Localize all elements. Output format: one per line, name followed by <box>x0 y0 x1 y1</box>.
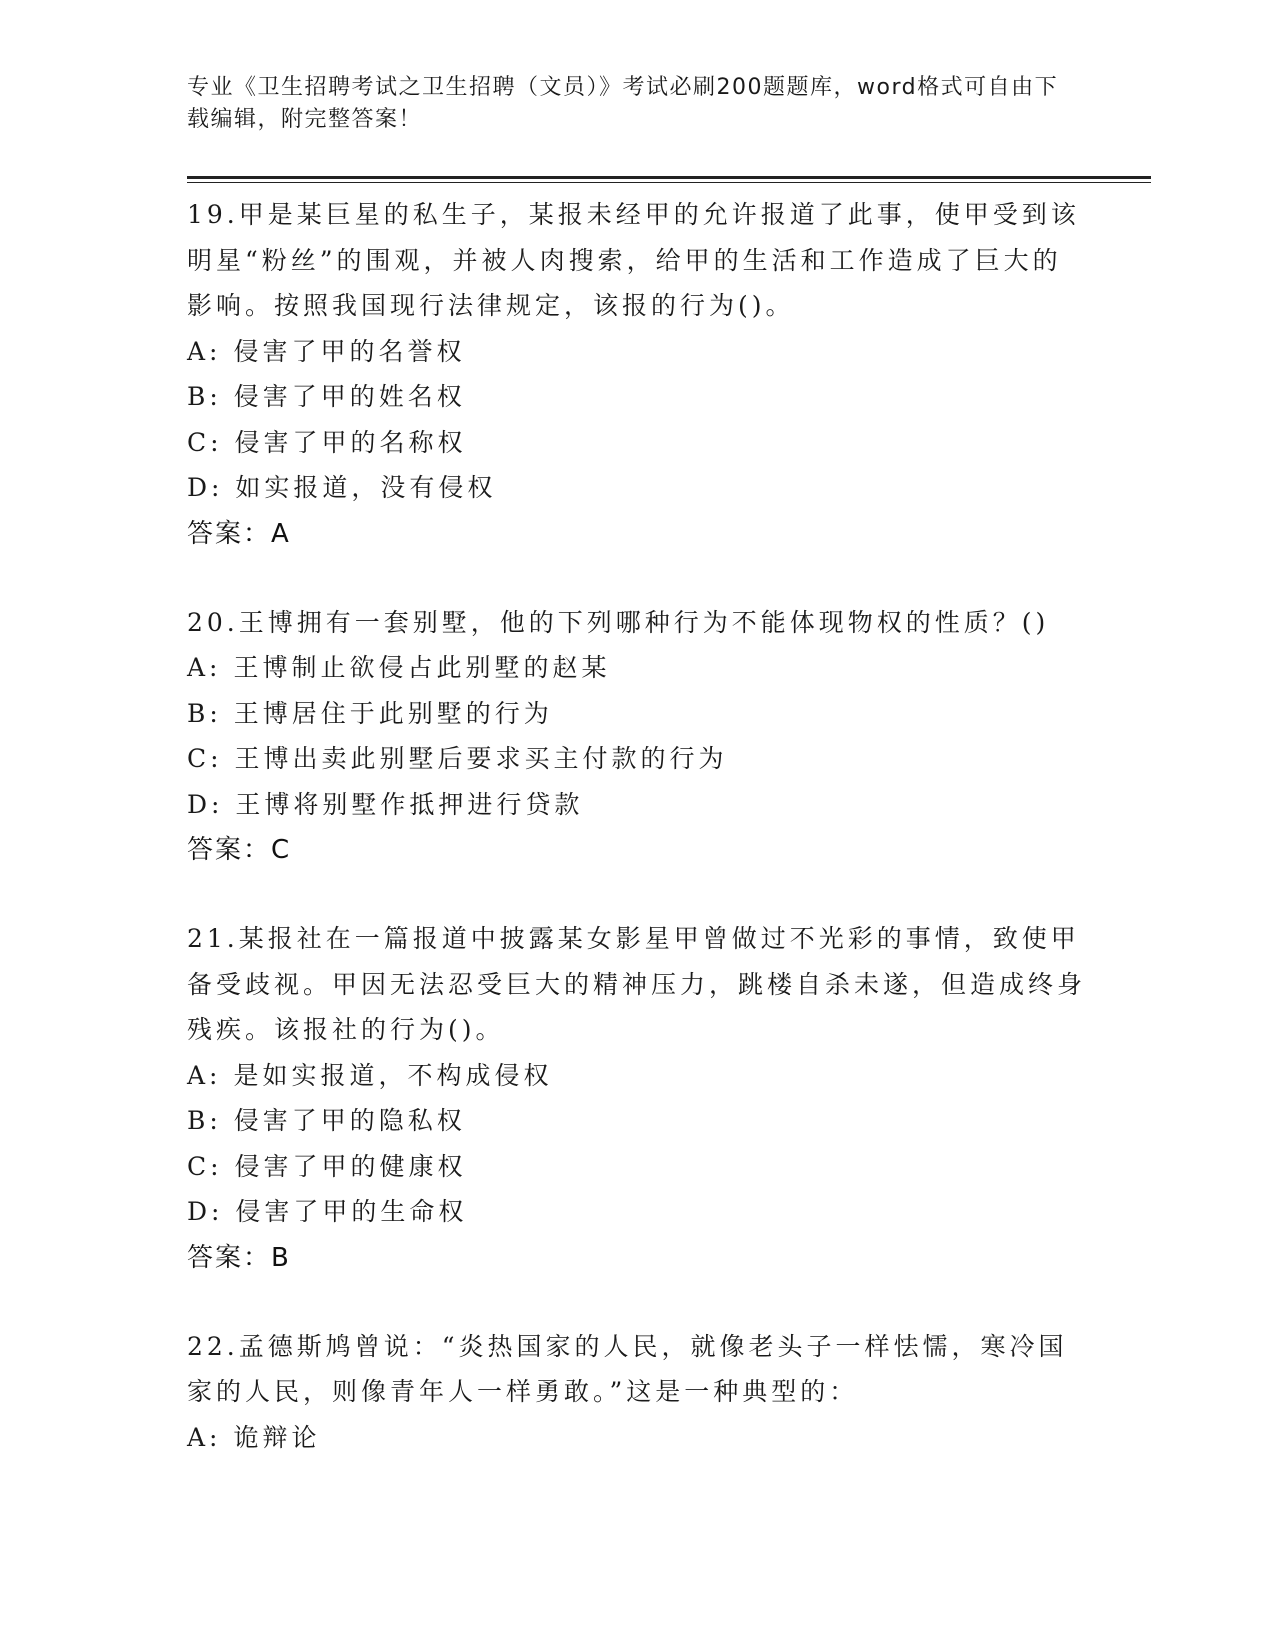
document-header: 专业《卫生招聘考试之卫生招聘（文员）》考试必刷200题题库，word格式可自由下载编辑，附完整答案！ <box>187 75 1059 132</box>
option-text: 王博出卖此别墅后要求买主付款的行为 <box>234 744 728 773</box>
option-letter: D: <box>187 1197 224 1226</box>
answer-value: B <box>271 1242 291 1273</box>
option-text: 侵害了甲的生命权 <box>235 1197 468 1226</box>
option-text: 是如实报道，不构成侵权 <box>233 1060 553 1090</box>
header-divider-thick <box>187 176 1151 179</box>
question-19 <box>187 192 1087 557</box>
option-text: 侵害了甲的姓名权 <box>233 382 466 411</box>
option-d <box>187 782 1087 828</box>
question-20 <box>187 600 1087 874</box>
option-text: 诡辩论 <box>233 1422 321 1452</box>
option-letter: B: <box>187 698 222 728</box>
option-text: 王博居住于此别墅的行为 <box>233 698 553 728</box>
answer-label: 答案： <box>187 835 272 865</box>
option-letter: C: <box>187 744 223 773</box>
option-a <box>187 329 1087 375</box>
question-stem: 20.王博拥有一套别墅，他的下列哪种行为不能体现物权的性质？() <box>187 607 1050 637</box>
option-text: 如实报道，没有侵权 <box>235 473 497 502</box>
option-text: 侵害了甲的健康权 <box>234 1151 467 1181</box>
question-22 <box>187 1324 1087 1461</box>
option-letter: D: <box>187 789 224 819</box>
option-b <box>187 691 1087 737</box>
question-stem: 21.某报社在一篇报道中披露某女影星甲曾做过不光彩的事情，致使甲备受歧视。甲因无法忍受巨大的精神压力，跳楼自杀未遂，但造成终身残疾。该报社的行为()。 <box>187 924 1087 1044</box>
option-text: 侵害了甲的名誉权 <box>233 336 466 366</box>
option-letter: B: <box>187 382 222 411</box>
answer-value: C <box>271 835 292 865</box>
option-c <box>187 1144 1087 1190</box>
option-a <box>187 1053 1087 1099</box>
answer-label: 答案： <box>187 518 272 549</box>
answer-line <box>187 1235 1087 1281</box>
option-letter: D: <box>187 473 224 502</box>
option-b <box>187 374 1087 420</box>
option-d <box>187 1189 1087 1235</box>
option-a <box>187 645 1087 691</box>
option-letter: C: <box>187 1151 223 1181</box>
answer-label: 答案： <box>187 1242 272 1273</box>
option-d <box>187 465 1087 511</box>
question-list <box>187 192 1087 1460</box>
option-text: 侵害了甲的名称权 <box>234 427 467 457</box>
option-letter: C: <box>187 427 223 457</box>
question-stem: 22.孟德斯鸠曾说：“炎热国家的人民，就像老头子一样怯懦，寒冷国家的人民，则像青年人一样勇敢。”这是一种典型的： <box>187 1331 1068 1406</box>
header-divider-thin <box>187 182 1151 183</box>
option-letter: B: <box>187 1106 222 1135</box>
option-b <box>187 1098 1087 1144</box>
question-stem: 19.甲是某巨星的私生子，某报未经甲的允许报道了此事，使甲受到该明星“粉丝”的围观，并被人肉搜索，给甲的生活和工作造成了巨大的影响。按照我国现行法律规定，该报的行为()。 <box>187 200 1080 320</box>
answer-line <box>187 827 1087 873</box>
option-a <box>187 1415 1087 1461</box>
option-text: 侵害了甲的隐私权 <box>233 1106 466 1135</box>
option-letter: A: <box>187 1060 222 1090</box>
option-text: 王博制止欲侵占此别墅的赵某 <box>233 653 611 682</box>
option-text: 王博将别墅作抵押进行贷款 <box>235 789 584 819</box>
option-letter: A: <box>187 1422 222 1452</box>
question-21 <box>187 916 1087 1281</box>
option-c <box>187 420 1087 466</box>
option-letter: A: <box>187 653 222 682</box>
option-letter: A: <box>187 336 222 366</box>
answer-value: A <box>271 518 291 549</box>
option-c <box>187 736 1087 782</box>
answer-line <box>187 511 1087 557</box>
